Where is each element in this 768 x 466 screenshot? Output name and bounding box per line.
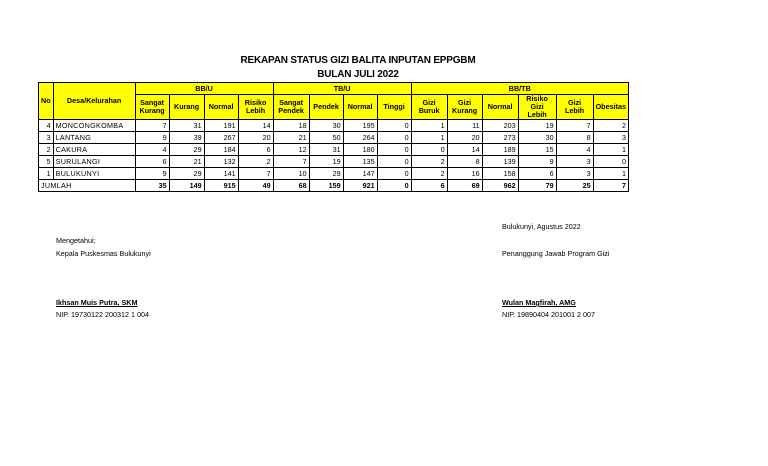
value-cell: 147 — [343, 168, 377, 180]
value-cell: 189 — [482, 144, 518, 156]
value-cell: 1 — [593, 168, 628, 180]
value-cell: 4 — [135, 144, 169, 156]
value-cell: 1 — [411, 132, 447, 144]
value-cell: 39 — [169, 132, 204, 144]
total-row — [39, 180, 629, 192]
value-cell: 16 — [447, 168, 482, 180]
sub-header: Sangat Kurang — [135, 95, 169, 120]
table-body — [39, 120, 629, 192]
value-cell: 11 — [447, 120, 482, 132]
col-desa-header: Desa/Kelurahan — [53, 83, 135, 120]
right-signer-name: Wulan Magfirah, AMG — [502, 298, 576, 307]
value-cell: 21 — [169, 156, 204, 168]
report-subtitle: BULAN JULI 2022 — [317, 69, 399, 80]
table-row — [39, 144, 629, 156]
value-cell: 3 — [556, 156, 593, 168]
value-cell: 0 — [377, 120, 411, 132]
total-value: 69 — [447, 180, 482, 192]
value-cell: 158 — [482, 168, 518, 180]
village-name: BULUKUNYI — [53, 168, 135, 180]
sub-header: Obesitas — [593, 95, 628, 120]
value-cell: 14 — [447, 144, 482, 156]
value-cell: 1 — [411, 120, 447, 132]
total-value: 49 — [238, 180, 273, 192]
table-row — [39, 132, 629, 144]
value-cell: 8 — [447, 156, 482, 168]
value-cell: 0 — [411, 144, 447, 156]
value-cell: 203 — [482, 120, 518, 132]
total-value: 68 — [273, 180, 309, 192]
col-no-header: No — [39, 83, 54, 120]
sub-header: Normal — [482, 95, 518, 120]
value-cell: 184 — [204, 144, 238, 156]
sub-header: Kurang — [169, 95, 204, 120]
value-cell: 20 — [238, 132, 273, 144]
left-signer-nip: NIP. 19730122 200312 1 004 — [56, 310, 149, 319]
total-value: 159 — [309, 180, 343, 192]
value-cell: 6 — [135, 156, 169, 168]
village-name: MONCONGKOMBA — [53, 120, 135, 132]
value-cell: 30 — [309, 120, 343, 132]
left-signer-name: Ikhsan Muis Putra, SKM — [56, 298, 138, 307]
value-cell: 2 — [238, 156, 273, 168]
value-cell: 6 — [238, 144, 273, 156]
value-cell: 6 — [518, 168, 556, 180]
value-cell: 2 — [411, 156, 447, 168]
value-cell: 4 — [556, 144, 593, 156]
value-cell: 195 — [343, 120, 377, 132]
report-title: REKAPAN STATUS GIZI BALITA INPUTAN EPPGBM — [240, 55, 476, 66]
total-value: 921 — [343, 180, 377, 192]
value-cell: 7 — [135, 120, 169, 132]
total-value: 25 — [556, 180, 593, 192]
value-cell: 0 — [377, 144, 411, 156]
right-signer-title: Penanggung Jawab Program Gizi — [502, 249, 610, 258]
group-bbtb-header: BB/TB — [411, 83, 628, 95]
total-value: 0 — [377, 180, 411, 192]
value-cell: 7 — [556, 120, 593, 132]
value-cell: 21 — [273, 132, 309, 144]
value-cell: 19 — [309, 156, 343, 168]
value-cell: 20 — [447, 132, 482, 144]
total-value: 6 — [411, 180, 447, 192]
group-tbu-header: TB/U — [273, 83, 411, 95]
group-bbu-header: BB/U — [135, 83, 273, 95]
total-value: 149 — [169, 180, 204, 192]
sub-header: Sangat Pendek — [273, 95, 309, 120]
total-label: JUMLAH — [39, 180, 136, 192]
sub-header: Risiko Lebih — [238, 95, 273, 120]
value-cell: 29 — [169, 168, 204, 180]
sub-header: Tinggi — [377, 95, 411, 120]
value-cell: 141 — [204, 168, 238, 180]
row-number: 4 — [39, 120, 54, 132]
value-cell: 180 — [343, 144, 377, 156]
table-row — [39, 156, 629, 168]
value-cell: 273 — [482, 132, 518, 144]
row-number: 1 — [39, 168, 54, 180]
place-date: Bulukunyi, Agustus 2022 — [502, 222, 581, 231]
village-name: SURULANGI — [53, 156, 135, 168]
sub-header: Pendek — [309, 95, 343, 120]
value-cell: 3 — [593, 132, 628, 144]
value-cell: 0 — [377, 168, 411, 180]
value-cell: 15 — [518, 144, 556, 156]
value-cell: 19 — [518, 120, 556, 132]
sub-header: Gizi Lebih — [556, 95, 593, 120]
value-cell: 8 — [556, 132, 593, 144]
value-cell: 7 — [273, 156, 309, 168]
value-cell: 7 — [238, 168, 273, 180]
value-cell: 9 — [518, 156, 556, 168]
value-cell: 0 — [593, 156, 628, 168]
value-cell: 2 — [411, 168, 447, 180]
value-cell: 14 — [238, 120, 273, 132]
village-name: LANTANG — [53, 132, 135, 144]
total-value: 35 — [135, 180, 169, 192]
total-value: 79 — [518, 180, 556, 192]
value-cell: 9 — [135, 168, 169, 180]
value-cell: 1 — [593, 144, 628, 156]
row-number: 3 — [39, 132, 54, 144]
row-number: 5 — [39, 156, 54, 168]
total-value: 915 — [204, 180, 238, 192]
value-cell: 31 — [309, 144, 343, 156]
total-value: 7 — [593, 180, 628, 192]
value-cell: 9 — [135, 132, 169, 144]
value-cell: 132 — [204, 156, 238, 168]
acknowledged-label: Mengetahui; — [56, 236, 96, 245]
sub-header: Normal — [204, 95, 238, 120]
row-number: 2 — [39, 144, 54, 156]
sub-header: Gizi Buruk — [411, 95, 447, 120]
value-cell: 18 — [273, 120, 309, 132]
value-cell: 29 — [169, 144, 204, 156]
value-cell: 12 — [273, 144, 309, 156]
value-cell: 3 — [556, 168, 593, 180]
value-cell: 135 — [343, 156, 377, 168]
sub-header: Normal — [343, 95, 377, 120]
right-signer-nip: NIP. 19890404 201001 2 007 — [502, 310, 595, 319]
village-name: CAKURA — [53, 144, 135, 156]
value-cell: 31 — [169, 120, 204, 132]
value-cell: 2 — [593, 120, 628, 132]
value-cell: 264 — [343, 132, 377, 144]
nutrition-status-table — [38, 82, 629, 192]
value-cell: 139 — [482, 156, 518, 168]
value-cell: 191 — [204, 120, 238, 132]
value-cell: 0 — [377, 156, 411, 168]
table-row — [39, 168, 629, 180]
value-cell: 50 — [309, 132, 343, 144]
value-cell: 10 — [273, 168, 309, 180]
sub-header: Gizi Kurang — [447, 95, 482, 120]
value-cell: 267 — [204, 132, 238, 144]
table-row — [39, 120, 629, 132]
left-signer-title: Kepala Puskesmas Bulukunyi — [56, 249, 151, 258]
sub-header: Risiko Gizi Lebih — [518, 95, 556, 120]
value-cell: 0 — [377, 132, 411, 144]
value-cell: 30 — [518, 132, 556, 144]
total-value: 962 — [482, 180, 518, 192]
value-cell: 29 — [309, 168, 343, 180]
